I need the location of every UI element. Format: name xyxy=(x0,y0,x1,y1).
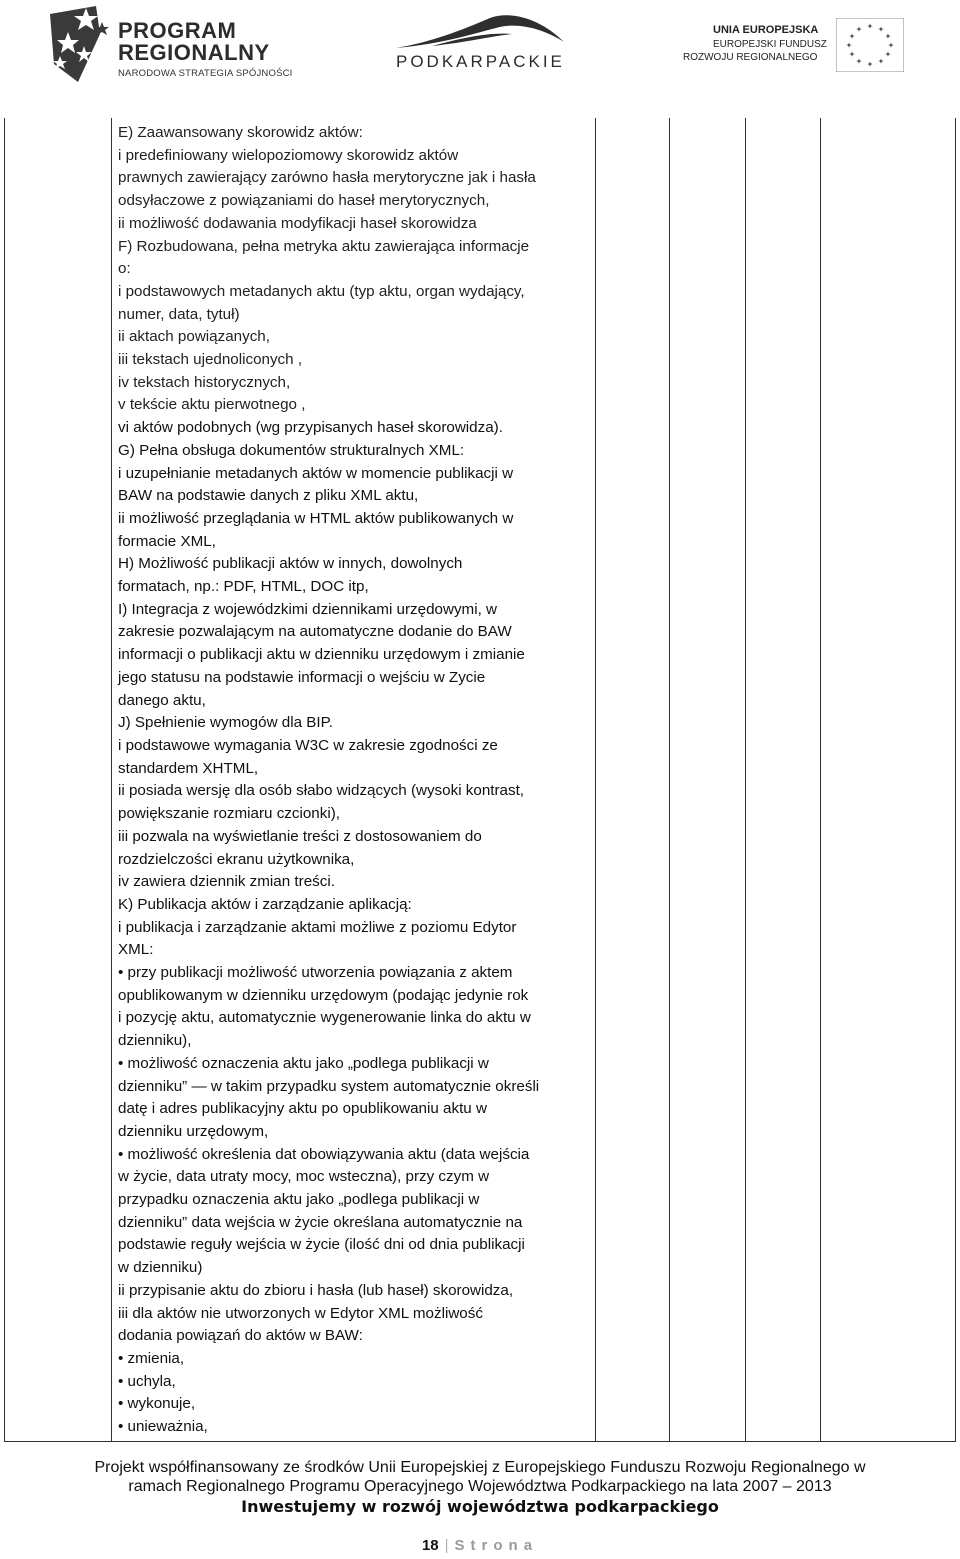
content-line: H) Możliwość publikacji aktów w innych, dowolnych xyxy=(118,555,463,573)
stars-emblem-icon xyxy=(48,4,114,84)
content-line: informacji o publikacji aktu w dzienniku urzędowym i zmianie xyxy=(118,646,525,664)
program-subtitle: NARODOWA STRATEGIA SPÓJNOŚCI xyxy=(118,68,293,79)
program-title-line2: REGIONALNY xyxy=(118,40,270,65)
content-line: w dzienniku) xyxy=(118,1259,203,1277)
content-line: • zmienia, xyxy=(118,1349,185,1367)
content-line: ii możliwość dodawania modyfikacji haseł skorowidza xyxy=(118,214,477,232)
table-bottom-border xyxy=(4,1441,956,1442)
content-line: • możliwość oznaczenia aktu jako „podlega publikacji w xyxy=(118,1054,489,1072)
content-line: i podstawowe wymagania W3C w zakresie zgodności ze xyxy=(118,736,498,754)
content-line: ii przypisanie aktu do zbioru i hasła (lub haseł) skorowidza, xyxy=(118,1281,514,1299)
svg-text:✦: ✦ xyxy=(884,50,892,59)
content-line: i uzupełnianie metadanych aktów w momencie publikacji w xyxy=(118,464,514,482)
svg-text:✦: ✦ xyxy=(848,50,856,59)
content-line: iii pozwala na wyświetlanie treści z dostosowaniem do xyxy=(118,827,482,845)
content-line: numer, data, tytuł) xyxy=(118,305,240,323)
content-line: I) Integracja z wojewódzkimi dziennikami urzędowymi, w xyxy=(118,600,497,618)
eu-logo xyxy=(680,14,910,76)
program-title-line1: PROGRAM xyxy=(118,18,237,43)
page-header xyxy=(0,0,960,90)
content-line: K) Publikacja aktów i zarządzanie aplikacją: xyxy=(118,895,412,913)
content-line: iv tekstach historycznych, xyxy=(118,373,291,391)
eu-fund-line1: EUROPEJSKI FUNDUSZ xyxy=(713,39,827,50)
table-cell-description xyxy=(118,122,688,1439)
svg-text:✦: ✦ xyxy=(855,57,863,66)
eu-title: UNIA EUROPEJSKA xyxy=(713,24,819,36)
table-border-right xyxy=(955,118,956,1442)
content-line: podstawie reguły wejścia w życie (ilość dni od dnia publikacji xyxy=(118,1236,525,1254)
content-line: iii tekstach ujednoliconych , xyxy=(118,351,303,369)
program-regionalny-logo xyxy=(48,4,308,84)
table-column-divider xyxy=(111,118,112,1442)
eu-fund-line2: ROZWOJU REGIONALNEGO xyxy=(683,52,818,63)
content-line: powiększanie rozmiaru czcionki), xyxy=(118,805,340,823)
content-line: odsyłaczowe z powiązaniami do haseł merytorycznych, xyxy=(118,192,490,210)
svg-text:✦: ✦ xyxy=(884,32,892,41)
content-line: jego statusu na podstawie informacji o wejściu w Zycie xyxy=(118,668,486,686)
content-line: • wykonuje, xyxy=(118,1395,196,1413)
content-line: ii aktach powiązanych, xyxy=(118,328,270,346)
content-line: opublikowanym w dzienniku urzędowym (podając jedynie rok xyxy=(118,986,529,1004)
content-line: • uchyla, xyxy=(118,1372,176,1390)
content-line: datę i adres publikacyjny aktu po opublikowaniu aktu w xyxy=(118,1100,487,1118)
table-column-divider xyxy=(745,118,746,1442)
svg-text:✦: ✦ xyxy=(848,32,856,41)
podkarpackie-wordmark: PODKARPACKIE xyxy=(396,52,565,71)
page-number xyxy=(0,1537,960,1554)
svg-text:✦: ✦ xyxy=(877,25,885,34)
content-line: ii posiada wersję dla osób słabo widzących (wysoki kontrast, xyxy=(118,782,525,800)
content-line: danego aktu, xyxy=(118,691,206,709)
content-line: • unieważnia, xyxy=(118,1418,208,1436)
svg-text:✦: ✦ xyxy=(887,41,895,50)
eu-flag-icon xyxy=(836,18,904,72)
page-number-value: 18 xyxy=(421,1537,439,1554)
content-line: dzienniku urzędowym, xyxy=(118,1122,269,1140)
content-line: formacie XML, xyxy=(118,532,216,550)
content-line: w życie, data utraty mocy, moc wsteczna), przy czym w xyxy=(118,1168,490,1186)
svg-text:✦: ✦ xyxy=(845,41,853,50)
content-line: standardem XHTML, xyxy=(118,759,259,777)
content-line: J) Spełnienie wymogów dla BIP. xyxy=(118,714,333,732)
footer-cofinancing-line1: Projekt współfinansowany ze środków Unii Europejskiej z Europejskiego Funduszu Rozwoju Regionalnego w xyxy=(94,1459,866,1476)
content-line: E) Zaawansowany skorowidz aktów: xyxy=(118,124,363,141)
table-column-divider xyxy=(820,118,821,1442)
content-line: XML: xyxy=(118,941,154,959)
content-line: dodania powiązań do aktów w BAW: xyxy=(118,1327,363,1345)
content-line: i podstawowych metadanych aktu (typ aktu, organ wydający, xyxy=(118,282,525,300)
svg-text:✦: ✦ xyxy=(866,60,874,69)
content-line: G) Pełna obsługa dokumentów strukturalnych XML: xyxy=(118,441,465,459)
footer-slogan: Inwestujemy w rozwój województwa podkarpackiego xyxy=(241,1497,719,1516)
svg-text:✦: ✦ xyxy=(877,57,885,66)
page-word: Strona xyxy=(454,1537,539,1554)
svg-text:✦: ✦ xyxy=(866,22,874,31)
content-line: prawnych zawierający zarówno hasła merytoryczne jak i hasła xyxy=(118,169,536,187)
content-line: iii dla aktów nie utworzonych w Edytor XML możliwość xyxy=(118,1304,483,1322)
content-line: BAW na podstawie danych z pliku XML aktu, xyxy=(118,487,419,505)
content-line: o: xyxy=(118,260,131,278)
content-line: vi aktów podobnych (wg przypisanych haseł skorowidza). xyxy=(118,419,503,437)
content-line: formatach, np.: PDF, HTML, DOC itp, xyxy=(118,578,369,596)
content-line: dzienniku” — w takim przypadku system automatycznie określi xyxy=(118,1077,540,1095)
content-line: F) Rozbudowana, pełna metryka aktu zawierająca informacje xyxy=(118,237,530,255)
content-line: • możliwość określenia dat obowiązywania aktu (data wejścia xyxy=(118,1145,530,1163)
content-line: • przy publikacji możliwość utworzenia powiązania z aktem xyxy=(118,964,513,982)
page-number-separator: | xyxy=(444,1537,449,1554)
content-line: v tekście aktu pierwotnego , xyxy=(118,396,306,414)
table-border-left xyxy=(4,118,5,1442)
podkarpackie-logo xyxy=(392,12,567,74)
content-line: dzienniku” data wejścia w życie określana automatycznie na xyxy=(118,1213,523,1231)
content-line: dzienniku), xyxy=(118,1032,192,1050)
svg-text:✦: ✦ xyxy=(855,25,863,34)
footer-cofinancing-line2: ramach Regionalnego Programu Operacyjnego Województwa Podkarpackiego na lata 2007 – 2013 xyxy=(128,1478,832,1495)
content-line: i predefiniowany wielopoziomowy skorowidz aktów xyxy=(118,146,459,164)
mountain-swoosh-icon xyxy=(392,12,567,52)
content-line: zakresie pozwalającym na automatyczne dodanie do BAW xyxy=(118,623,512,641)
page-footer xyxy=(0,1458,960,1518)
content-line: rozdzielczości ekranu użytkownika, xyxy=(118,850,355,868)
content-line: i pozycję aktu, automatycznie wygenerowanie linka do aktu w xyxy=(118,1009,531,1027)
content-line: i publikacja i zarządzanie aktami możliwe z poziomu Edytor xyxy=(118,918,517,936)
content-line: ii możliwość przeglądania w HTML aktów publikowanych w xyxy=(118,509,514,527)
content-line: iv zawiera dziennik zmian treści. xyxy=(118,873,335,891)
content-line: przypadku oznaczenia aktu jako „podlega publikacji w xyxy=(118,1191,480,1209)
